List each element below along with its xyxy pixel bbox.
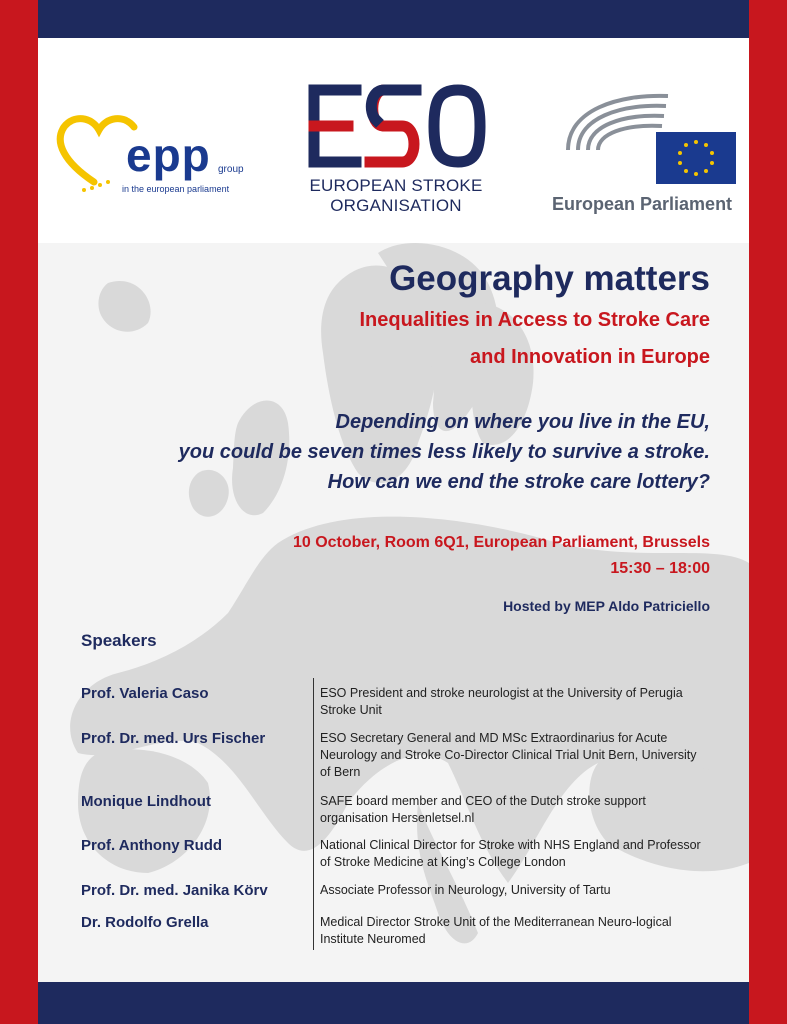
subtitle-line-2: and Innovation in Europe [470,346,710,368]
event-date-location [150,530,710,582]
speaker-name: Prof. Anthony Rudd [81,837,223,854]
speakers-heading: Speakers [81,631,157,650]
speaker-role: Medical Director Stroke Unit of the Mediterranean Neuro-logical Institute Neuromed [320,915,672,946]
subtitle-line-1: Inequalities in Access to Stroke Care [359,309,710,331]
flyer-page [38,38,749,982]
speaker-role: National Clinical Director for Stroke with NHS England and Professor of Stroke Medicine at King’s College London [320,838,701,869]
speakers-divider [313,678,314,950]
question-line-3: How can we end the stroke care lottery? [327,471,710,493]
speaker-role: Associate Professor in Neurology, University of Tartu [320,883,611,897]
event-subtitle [250,302,710,376]
eso-name-line-1: EUROPEAN STROKE [309,176,483,195]
speaker-name: Monique Lindhout [81,793,211,810]
speaker-name: Prof. Valeria Caso [81,685,209,702]
event-host: Hosted by MEP Aldo Patriciello [503,598,710,614]
eso-name-line-2: ORGANISATION [330,196,462,215]
speaker-name: Prof. Dr. med. Urs Fischer [81,730,266,747]
epp-subtitle: in the european parliament [122,184,230,194]
event-title: Geography matters [389,259,710,298]
speaker-name: Prof. Dr. med. Janika Körv [81,882,268,899]
speaker-role: SAFE board member and CEO of the Dutch stroke support organisation Hersenletsel.nl [320,794,646,825]
top-navy-band [38,0,749,38]
epp-wordmark: epp [126,129,211,181]
speaker-role: ESO President and stroke neurologist at the University of Perugia Stroke Unit [320,686,683,717]
question-line-1: Depending on where you live in the EU, [335,411,710,433]
bottom-navy-band [38,982,749,1024]
european-parliament-name: European Parliament [552,194,733,214]
event-question [70,407,710,497]
speaker-role: ESO Secretary General and MD MSc Extraordinarius for Acute Neurology and Stroke Co-Director Clinical Trial Unit Bern, University of Bern [320,731,697,779]
date-location-text: 10 October, Room 6Q1, European Parliament, Brussels [292,534,710,551]
event-time: 15:30 – 18:00 [610,560,710,577]
event-content [38,38,749,982]
speaker-name: Dr. Rodolfo Grella [81,914,209,931]
epp-group-label: group [218,164,244,175]
question-line-2: you could be seven times less likely to survive a stroke. [178,441,710,463]
